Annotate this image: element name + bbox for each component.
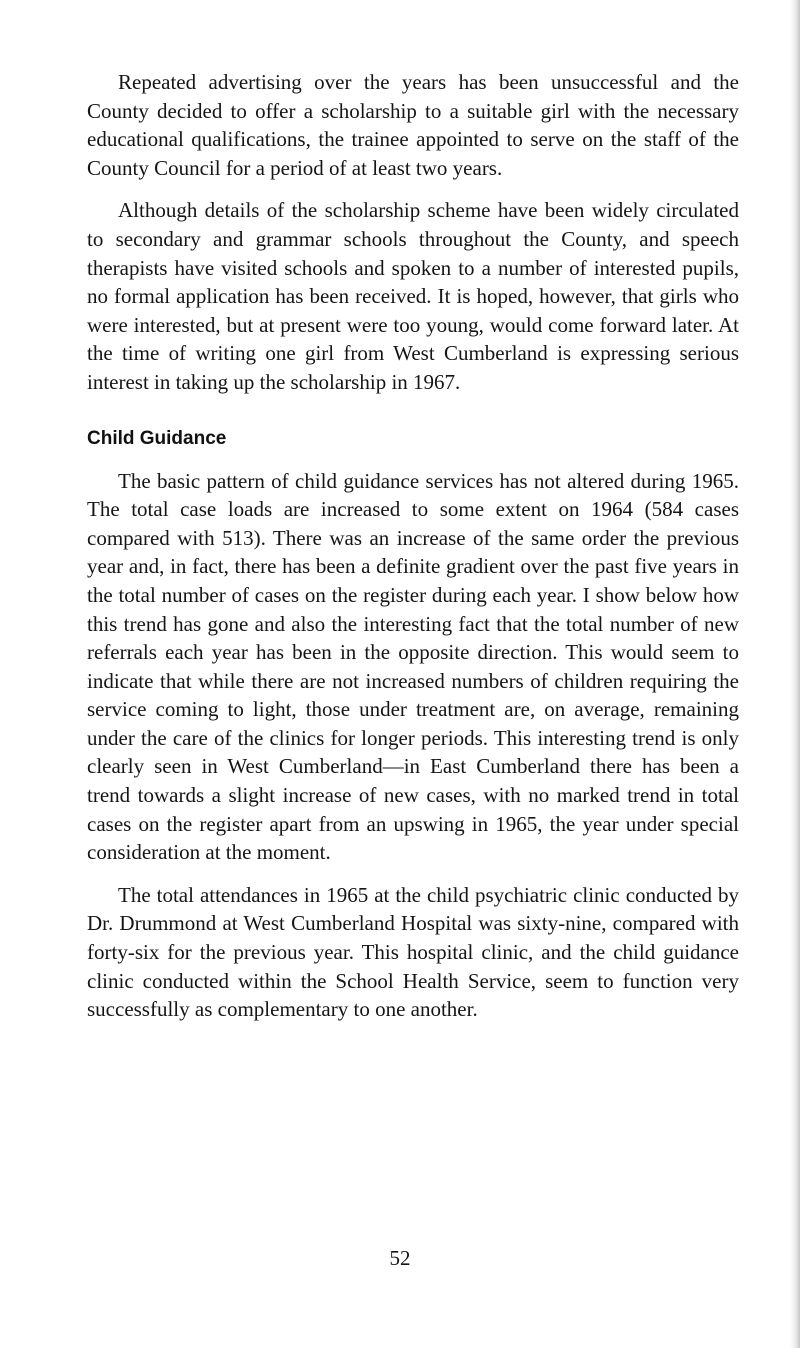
page-edge-shadow bbox=[790, 0, 800, 1348]
page-number: 52 bbox=[389, 1246, 411, 1270]
body-text bbox=[87, 68, 739, 1024]
paragraph-clinic-attendances: The total attendances in 1965 at the child psychiatric clinic conducted by Dr. Drummond at West Cumberland Hospital was sixty-nine, compared with forty-six for the previous year. This hospital clinic, and the child guidance clinic conducted within the School Health Service, seem to function very successfully as complementary to one another. bbox=[87, 882, 739, 1022]
paragraph-scholarship-offer: Repeated advertising over the years has been unsuccessful and the County decided to offer a scholarship to a suitable girl with the necessary educational qualifications, the trainee appointed to serve on the staff of the County Council for a period of at least two years. bbox=[87, 70, 739, 180]
paragraph-child-guidance-pattern: The basic pattern of child guidance services has not altered during 1965. The total case loads are increased to some extent on 1964 (584 cases compared with 513). There was an increase of the same order the previous year and, in fact, there has been a definite gradient over the past five years in the total number of cases on the register during each year. I show below how this trend has gone and also the interesting fact that the total number of new referrals each year has been in the opposite direction. This would seem to indicate that while there are not increased numbers of children requiring the service coming to light, those under treatment are, on average, remaining under the care of the clinics for longer periods. This interesting trend is only clearly seen in West Cumberland—in East Cumberland there has been a trend towards a slight increase of new cases, with no marked trend in total cases on the register apart from an upswing in 1965, the year under special consideration at the moment. bbox=[87, 468, 739, 865]
paragraph-scholarship-circulation: Although details of the scholarship scheme have been widely circulated to secondary and grammar schools throughout the County, and speech therapists have visited schools and spoken to a number of interested pupils, no formal application has been received. It is hoped, however, that girls who were interested, but at present were too young, would come forward later. At the time of writing one girl from West Cumberland is expressing serious interest in taking up the scholarship in 1967. bbox=[87, 198, 739, 394]
section-heading: Child Guidance bbox=[87, 427, 227, 449]
